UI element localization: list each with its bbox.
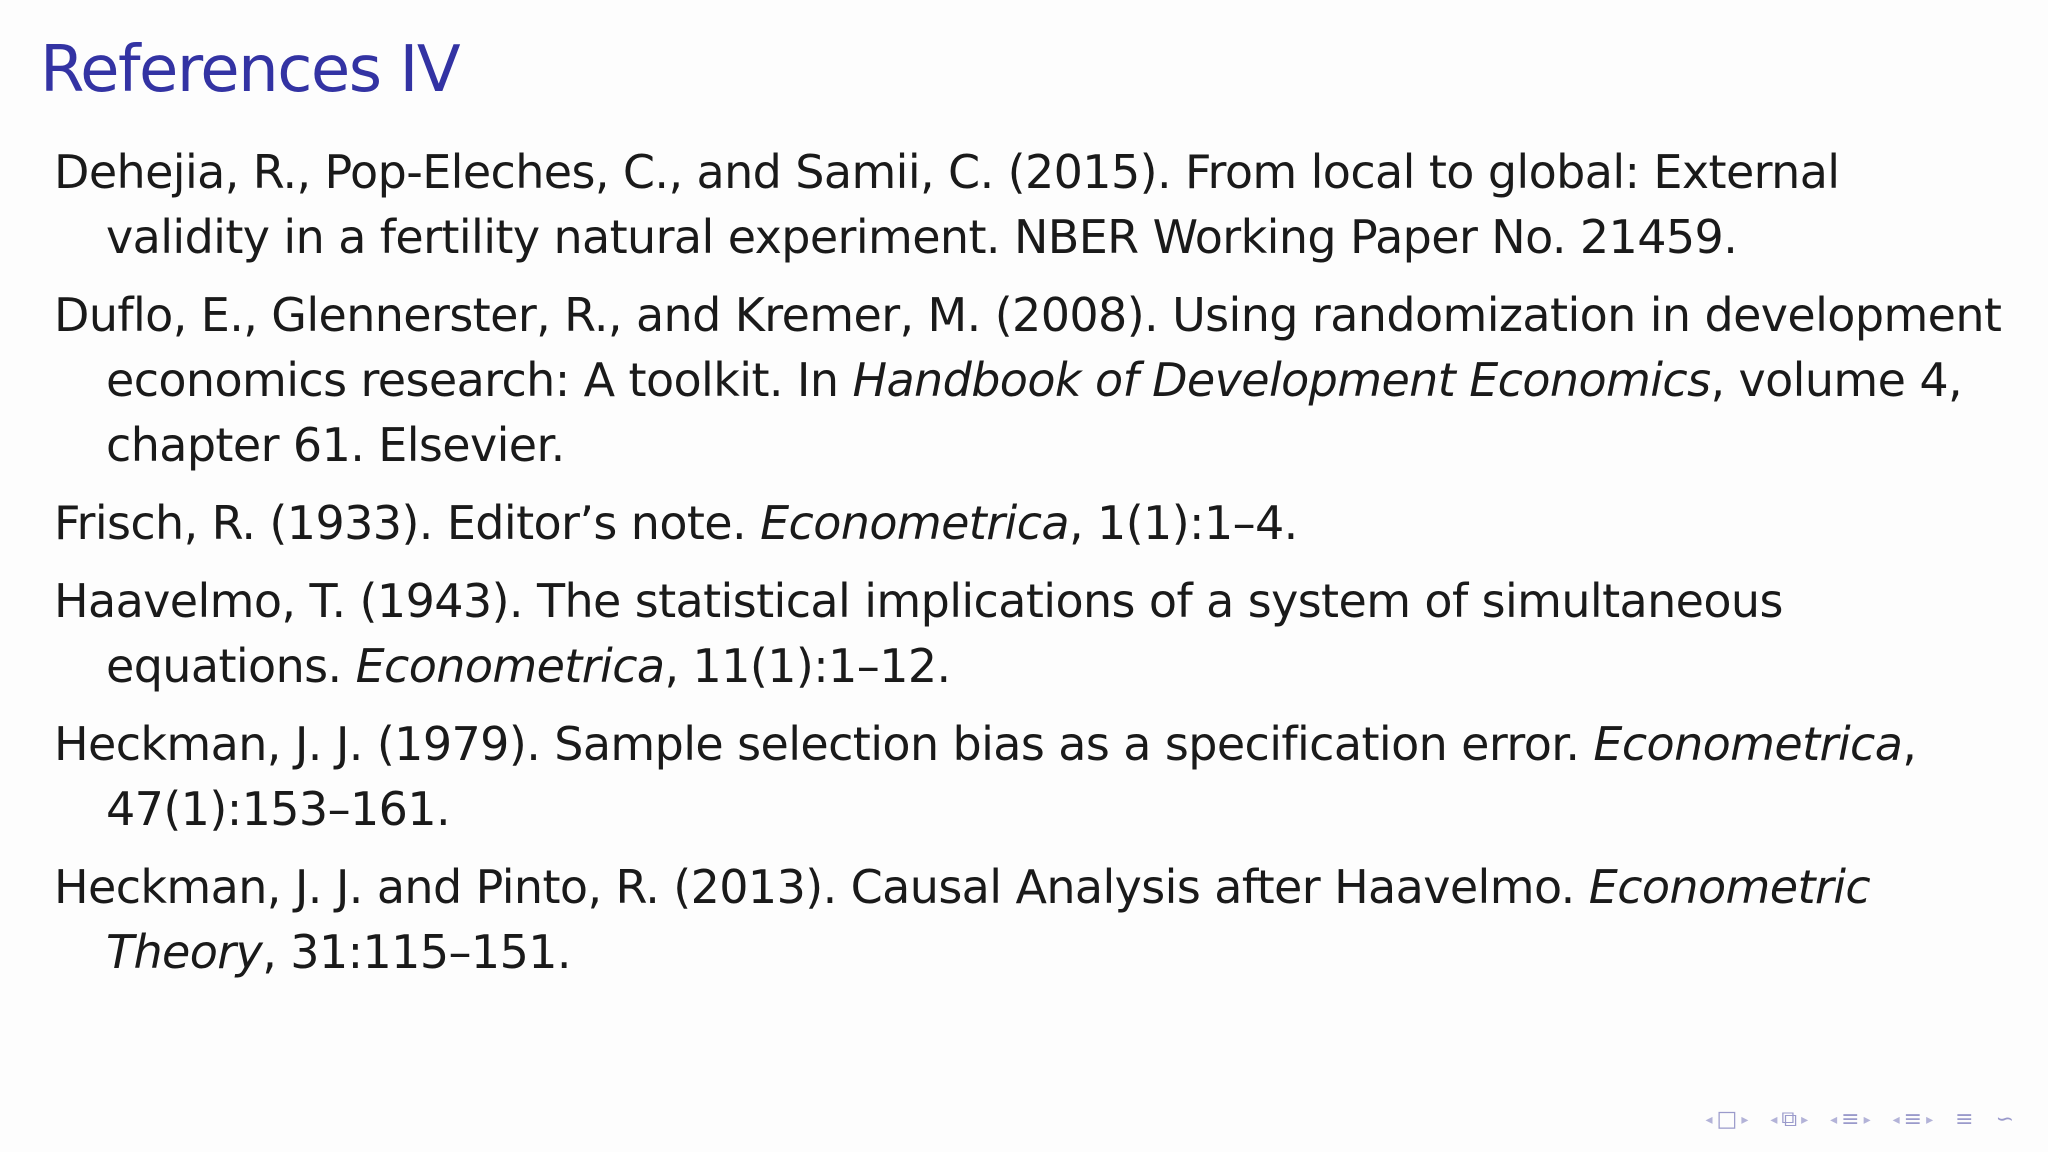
subsection-nav[interactable]: [1770, 1107, 1808, 1132]
reference-venue: Econometrica: [760, 496, 1069, 550]
reference-venue: Handbook of Development Economics: [852, 353, 1711, 407]
search-icon[interactable]: ∽: [1995, 1107, 2014, 1132]
search-nav[interactable]: [1996, 1107, 2014, 1132]
reference-text: Duflo, E., Glennerster, R., and Kremer, M. (2008). Using randomization in development economics research: A toolkit. In: [54, 288, 2002, 407]
arrow-left-icon[interactable]: ◂: [1705, 1111, 1713, 1128]
reference-venue: Econometrica: [355, 639, 665, 693]
reference-item: [54, 491, 2014, 556]
reference-list: [54, 140, 2014, 998]
section-nav-icon[interactable]: ≡: [1903, 1107, 1923, 1132]
reference-item: [54, 855, 2014, 985]
arrow-left-icon[interactable]: ◂: [1892, 1111, 1900, 1128]
beamer-navigation-bar: [1705, 1107, 2028, 1132]
reference-item: [54, 569, 2014, 699]
reference-text: Frisch, R. (1933). Editor’s note.: [54, 496, 761, 550]
arrow-right-icon[interactable]: ▸: [1801, 1111, 1809, 1128]
reference-item: [54, 283, 2014, 478]
reference-text: Haavelmo, T. (1943). The statistical implications of a system of simultaneous equations.: [54, 574, 1783, 693]
page-title: References IV: [40, 33, 460, 107]
frame-nav-icon[interactable]: □: [1716, 1107, 1738, 1132]
reference-text: Dehejia, R., Pop-Eleches, C., and Samii, C. (2015). From local to global: External validity in a fertility natural experiment. NBER Working Paper No. 21459.: [54, 145, 1840, 264]
reference-text: Heckman, J. J. (1979). Sample selection bias as a specification error.: [54, 717, 1594, 771]
reference-item: [54, 712, 2014, 842]
reference-details: , 47(1):153–161.: [106, 717, 1917, 836]
section-nav-icon[interactable]: ≡: [1841, 1107, 1860, 1132]
reference-details: , 11(1):1–12.: [664, 639, 951, 693]
arrow-right-icon[interactable]: ▸: [1926, 1111, 1934, 1128]
reference-item: [54, 140, 2014, 270]
frame-nav[interactable]: [1705, 1107, 1748, 1132]
arrow-left-icon[interactable]: ◂: [1830, 1111, 1838, 1128]
reference-text: Heckman, J. J. and Pinto, R. (2013). Causal Analysis after Haavelmo.: [54, 860, 1589, 914]
reference-venue: Econometric Theory: [106, 860, 1871, 979]
section-nav[interactable]: [1830, 1107, 1871, 1132]
subsubsection-nav[interactable]: [1893, 1107, 1934, 1132]
reference-venue: Econometrica: [1593, 717, 1903, 771]
arrow-left-icon[interactable]: ◂: [1770, 1111, 1778, 1128]
reference-details: , 31:115–151.: [262, 925, 571, 979]
appendix-nav[interactable]: [1955, 1107, 1973, 1132]
subsection-nav-icon[interactable]: ⧉: [1781, 1107, 1798, 1132]
reference-details: , 1(1):1–4.: [1068, 496, 1298, 550]
reference-details: , volume 4, chapter 61. Elsevier.: [106, 353, 1963, 472]
arrow-right-icon[interactable]: ▸: [1741, 1111, 1749, 1128]
appendix-nav-icon[interactable]: ≡: [1955, 1107, 1974, 1132]
arrow-right-icon[interactable]: ▸: [1863, 1111, 1871, 1128]
